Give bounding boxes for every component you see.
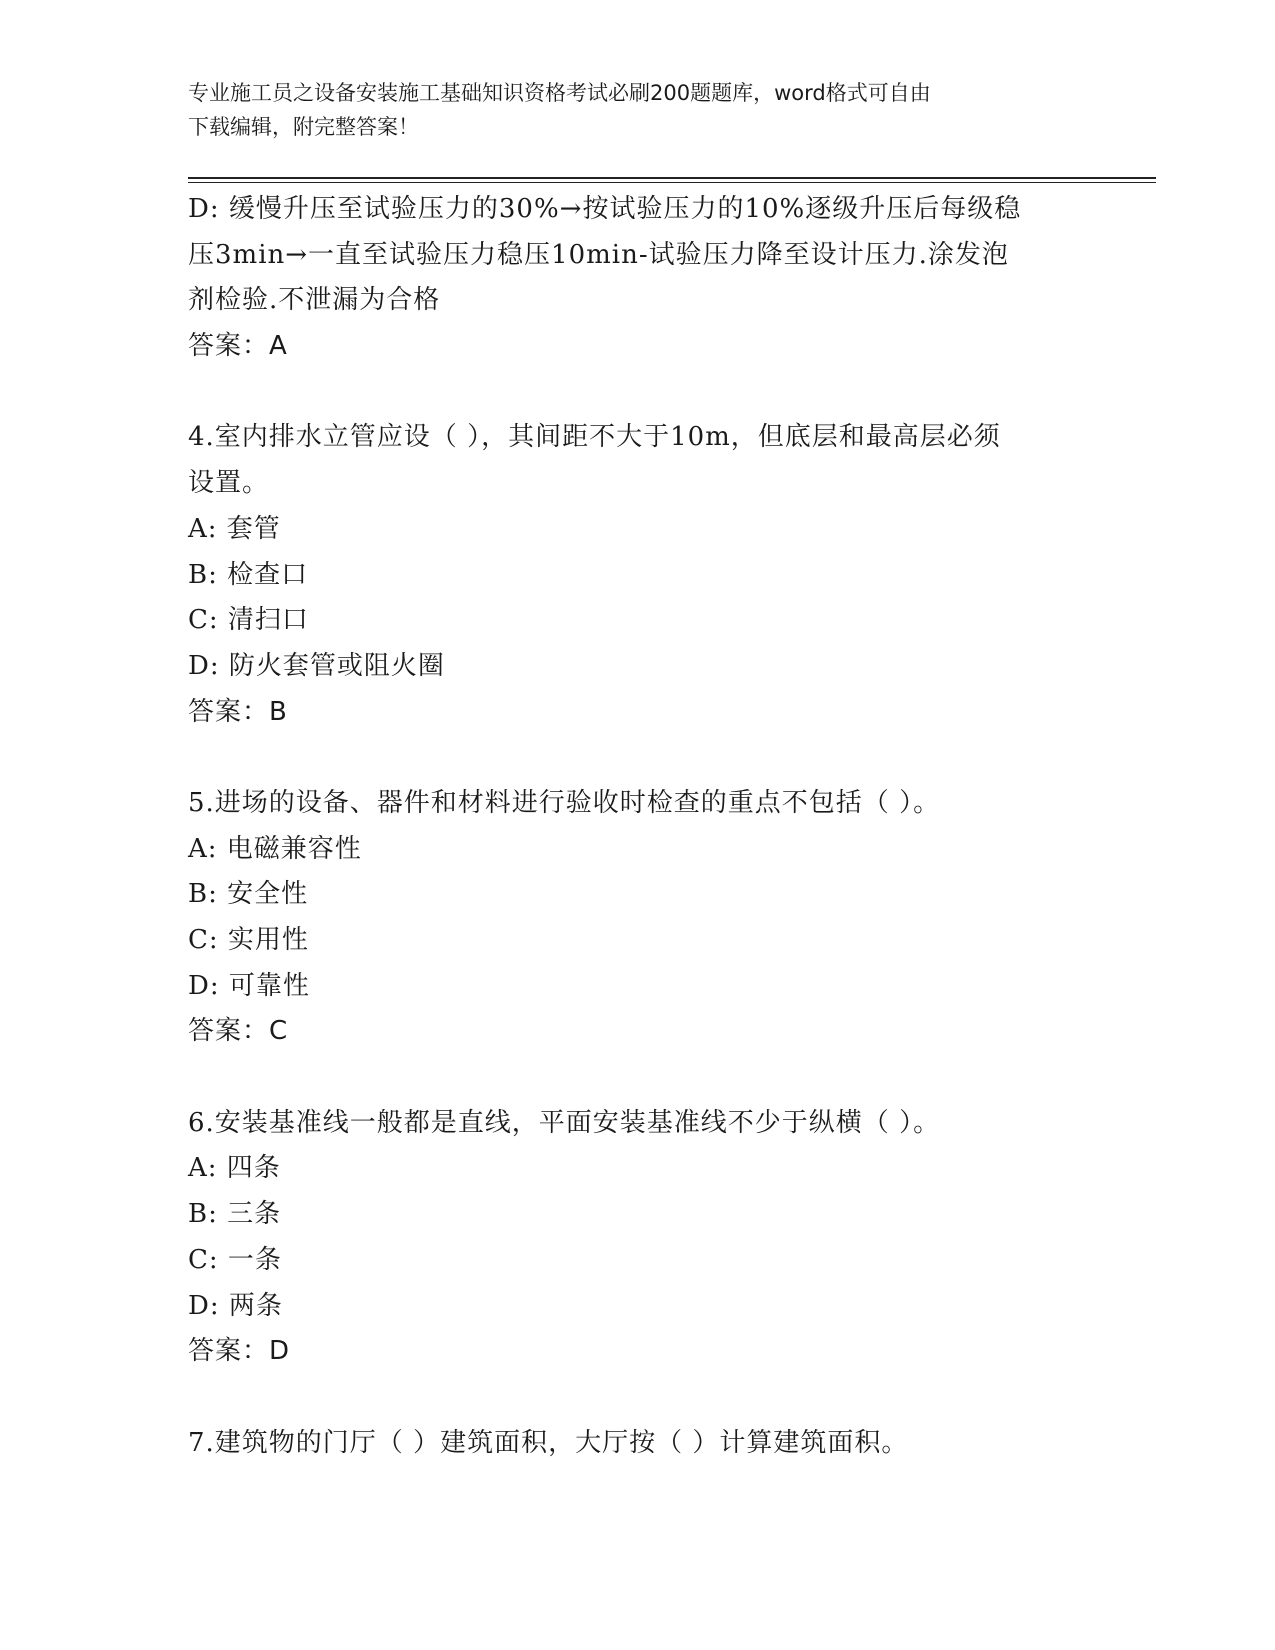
document-header <box>188 76 1068 144</box>
header-line-1: 专业施工员之设备安装施工基础知识资格考试必刷200题题库，word格式可自由 <box>188 81 931 105</box>
spacer <box>188 1055 1068 1101</box>
header-line-2: 下载编辑，附完整答案！ <box>188 115 419 139</box>
answer-line: 答案：C <box>188 1016 289 1047</box>
question-6 <box>188 1101 1068 1375</box>
question-stem: 7.建筑物的门厅（ ）建筑面积，大厅按（ ）计算建筑面积。 <box>188 1427 909 1458</box>
option-a: A: 套管 <box>188 513 281 544</box>
option-c: C: 清扫口 <box>188 605 309 636</box>
question-list <box>188 187 1068 1466</box>
spacer <box>188 370 1068 416</box>
answer-line: 答案：B <box>188 696 288 727</box>
option-b: B: 安全性 <box>188 879 309 910</box>
option-c: C: 一条 <box>188 1244 282 1275</box>
option-d-line: D: 缓慢升压至试验压力的30%→按试验压力的10%逐级升压后每级稳 <box>188 194 1022 224</box>
option-d-line: 压3min→一直至试验压力稳压10min-试验压力降至设计压力.涂发泡 <box>188 239 1009 270</box>
question-stem: 设置。 <box>188 468 270 499</box>
option-b: B: 检查口 <box>188 559 309 590</box>
spacer <box>188 1375 1068 1421</box>
option-d: D: 可靠性 <box>188 970 310 1001</box>
option-c: C: 实用性 <box>188 925 309 955</box>
option-d: D: 防火套管或阻火圈 <box>188 650 445 681</box>
question-stem: 4.室内排水立管应设（ ），其间距不大于10m，但底层和最高层必须 <box>188 422 1001 453</box>
header-rule-thin <box>188 182 1156 183</box>
option-a: A: 四条 <box>188 1153 281 1184</box>
question-stem: 6.安装基准线一般都是直线，平面安装基准线不少于纵横（ ）。 <box>188 1107 941 1138</box>
answer-line: 答案：A <box>188 331 288 362</box>
option-d: D: 两条 <box>188 1290 283 1321</box>
header-rule-thick <box>188 177 1156 179</box>
option-a: A: 电磁兼容性 <box>188 833 362 864</box>
spacer <box>188 735 1068 781</box>
question-stem: 5.进场的设备、器件和材料进行验收时检查的重点不包括（ ）。 <box>188 787 941 818</box>
answer-line: 答案：D <box>188 1336 291 1367</box>
question-7 <box>188 1421 1068 1467</box>
option-d-line: 剂检验.不泄漏为合格 <box>188 285 441 316</box>
question-5 <box>188 781 1068 1055</box>
question-3-tail <box>188 187 1068 370</box>
question-4 <box>188 415 1068 735</box>
option-b: B: 三条 <box>188 1199 282 1230</box>
